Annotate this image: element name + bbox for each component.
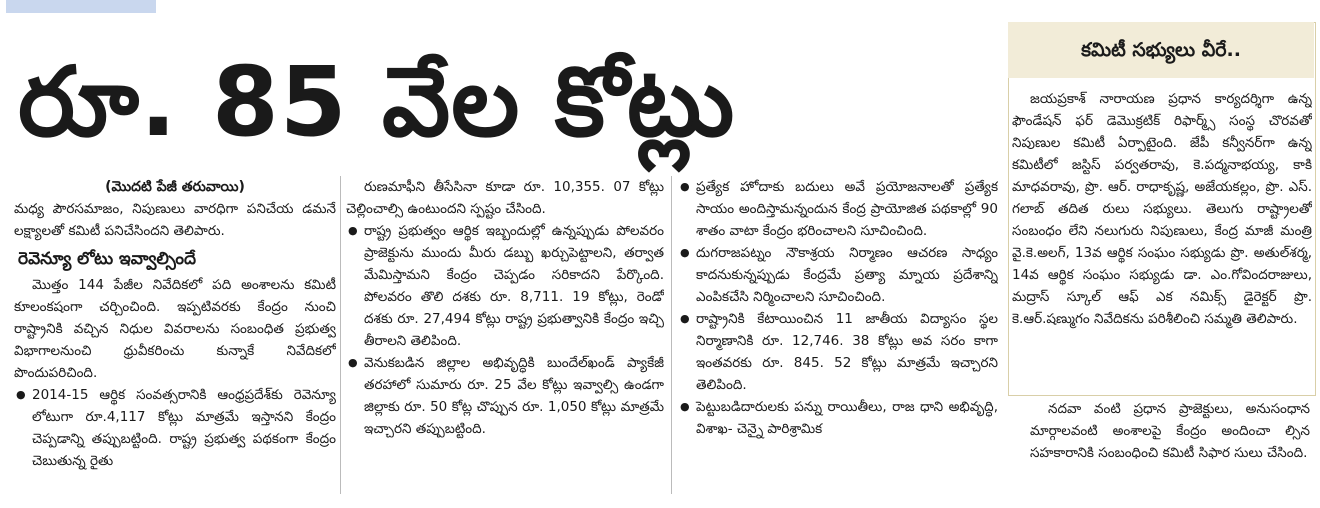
bullet-item: ● ప్రత్యేక హోదాకు బదులు అవే ప్రయోజనాలతో ప్రత్యేక సాయం అందిస్తామన్నందున కేంద్ర ప్రాయోజిత పథకాల్లో 90 శాతం వాటా కేంద్రం భరించాలని సూచించింది. bbox=[678, 176, 998, 242]
column-divider bbox=[671, 176, 672, 494]
continued-label: (మొదటి పేజీ తరువాయి) bbox=[105, 179, 245, 195]
body-paragraph: రుణమాఫీని తీసేసినా కూడా రూ. 10,355. 07 కోట్లు చెల్లించాల్సి ఉంటుందని స్పష్టం చేసింది. bbox=[346, 179, 664, 217]
body-paragraph: మొత్తం 144 పేజీల నివేదికలో పది అంశాలను కమిటీ కూలంకషంగా చర్చించింది. ఇప్పటివరకు కేంద్రం నుంచి రాష్ట్రానికి వచ్చిన నిధుల వివరాలను సంబంధిత ప్రభుత్వ విభాగాలనుంచి ధ్రువీకరించు కున్నాకే నివేదికలో పొందుపరిచింది. bbox=[14, 277, 336, 381]
top-corner-tab bbox=[6, 0, 156, 13]
column-divider bbox=[340, 176, 341, 494]
article-column-3 bbox=[678, 176, 998, 440]
bullet-item: ● 2014-15 ఆర్థిక సంవత్సరానికి ఆంధ్రప్రదేశ్‌కు రెవెన్యూ లోటుగా రూ.4,117 కోట్లు మాత్రమే ఇస్తానని కేంద్రం చెప్పడాన్ని తప్పుబట్టింది. రాష్ట్ర ప్రభుత్వ పథకంగా కేంద్రం చెబుతున్న రైతు bbox=[14, 384, 336, 472]
bullet-item: ● దుగరాజపట్నం నౌకాశ్రయ నిర్మాణం ఆచరణ సాధ్యం కాదనుకున్నప్పుడు కేంద్రమే ప్రత్యా మ్నాయ ప్రదేశాన్ని ఎంపికచేసి నిర్మించాలని సూచించింది. bbox=[678, 242, 998, 308]
sidebar-title: కమిటీ సభ్యులు వీరే.. bbox=[1008, 22, 1314, 78]
sidebar-paragraph: జయప్రకాశ్ నారాయణ ప్రధాన కార్యదర్శిగా ఉన్న ఫౌండేషన్ ఫర్ డెమొక్రటిక్ రిఫార్మ్స్ సంస్థ చొరవతో నిపుణుల కమిటీ ఏర్పాటైంది. జేపీ కన్వీనర్‌గా ఉన్న కమిటీలో జస్టిస్ పర్వతరావు, కె.పద్మనాభయ్య, కాకి మాధవరావు, ప్రొ. ఆర్. రాధాకృష్ణ, అజేయకల్లం, ప్రొ. ఎస్. గలాబ్ తదిత రులు సభ్యులు. తెలుగు రాష్ట్రాలతో సంబంధం లేని నలుగురు నిపుణులు, కేంద్ర మాజీ మంత్రి వై.కె.అలగ్, 13వ ఆర్థిక సంఘం సభ్యుడు ప్రొ. అతుల్‌శర్మ, 14వ ఆర్థిక సంఘం సభ్యుడు డా. ఎం.గోవిందరాజులు, మద్రాస్ స్కూల్ ఆఫ్ ఎక నమిక్స్ డైరెక్టర్ ప్రొ. కె.ఆర్.షణ్ముగం నివేదికను పరిశీలించి సమ్మతి తెలిపారు. bbox=[1012, 91, 1312, 327]
section-heading: రెవెన్యూ లోటు ఇవ్వాల్సిందే bbox=[18, 249, 196, 269]
bullet-item: ● రాష్ట్రానికి కేటాయించిన 11 జాతీయ విద్యాసం స్థల నిర్మాణానికి రూ. 12,746. 38 కోట్లు అవ సరం కాగా ఇంతవరకు రూ. 845. 52 కోట్లు మాత్రమే ఇచ్చారని తెలిపింది. bbox=[678, 308, 998, 396]
headline: రూ. 85 వేల కోట్లు bbox=[18, 46, 736, 158]
article-column-4-tail bbox=[1030, 398, 1310, 464]
bullet-item: ● రాష్ట్ర ప్రభుత్వం ఆర్థిక ఇబ్బందుల్లో ఉన్నప్పుడు పోలవరం ప్రాజెక్టును ముందు మీరు డబ్బు ఖర్చుపెట్టాలని, తర్వాత మేమిస్తామని కేంద్రం చెప్పడం సరికాదని పేర్కొంది. పోలవరం తొలి దశకు రూ. 8,711. 19 కోట్లు, రెండో దశకు రూ. 27,494 కోట్లు రాష్ట్ర ప్రభుత్వానికి కేంద్రం ఇచ్చి తీరాలని తెలిపింది. bbox=[346, 220, 664, 352]
article-column-2 bbox=[346, 176, 664, 440]
bullet-item: ● పెట్టుబడిదారులకు పన్ను రాయితీలు, రాజ ధాని అభివృద్ధి, విశాఖ- చెన్నై పారిశ్రామిక bbox=[678, 396, 998, 440]
article-column-1 bbox=[14, 176, 336, 472]
sidebar-body bbox=[1012, 88, 1312, 330]
bullet-item: ● వెనుకబడిన జిల్లాల అభివృద్ధికి బుందేల్‌ఖండ్ ప్యాకేజీ తరహాలో సుమారు రూ. 25 వేల కోట్లు ఇవ్వాల్సి ఉండగా జిల్లాకు రూ. 50 కోట్ల చొప్పున రూ. 1,050 కోట్లు మాత్రమే ఇచ్చారని తప్పుబట్టింది. bbox=[346, 352, 664, 440]
column-divider bbox=[1004, 22, 1005, 494]
intro-paragraph: మధ్య పౌరసమాజం, నిపుణులు వారధిగా పనిచేయ డమనే లక్ష్యాలతో కమిటీ పనిచేసిందని తెలిపారు. bbox=[14, 201, 336, 239]
body-paragraph: నదవా వంటి ప్రధాన ప్రాజెక్టులు, అనుసంధాన మార్గాలవంటి అంశాలపై కేంద్రం అందించా ల్సిన సహకారానికి సంబంధించి కమిటీ సిఫార సులు చేసింది. bbox=[1030, 401, 1310, 461]
